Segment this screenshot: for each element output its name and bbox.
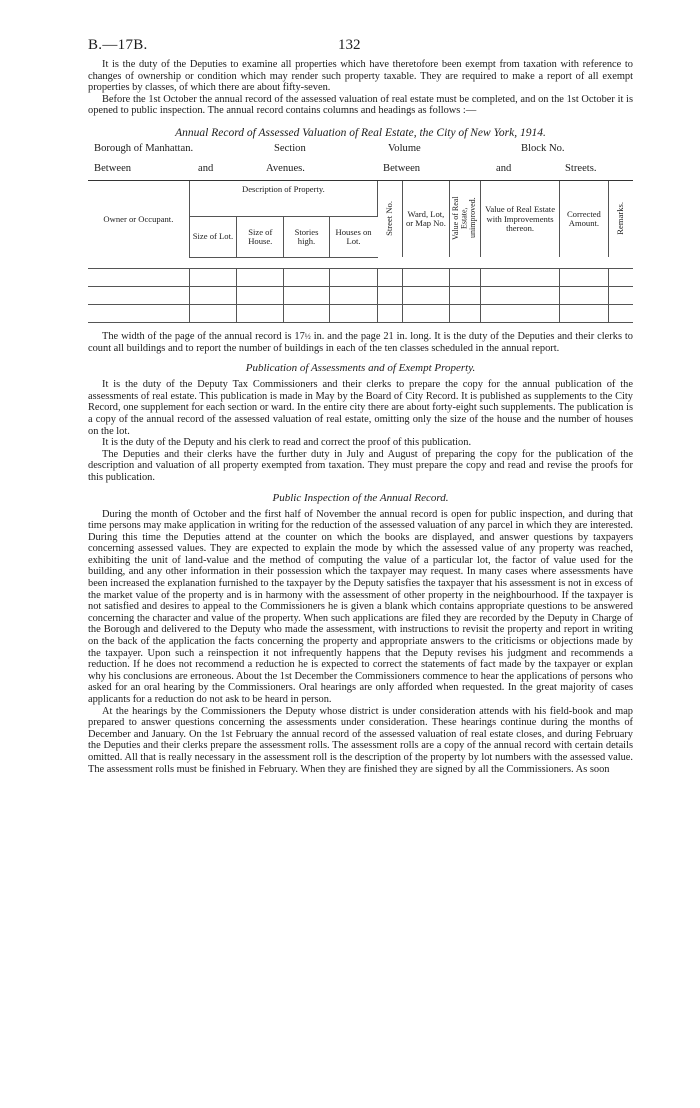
- col-ward: Ward, Lot, or Map No.: [403, 181, 449, 258]
- paragraph: It is the duty of the Deputy and his clerk to read and correct the proof of this publication.: [102, 437, 472, 449]
- block-label: Block No.: [521, 142, 565, 154]
- section-heading-inspection: Public Inspection of the Annual Record.: [272, 491, 449, 504]
- paragraph: The Deputies and their clerks have the further duty in July and August of preparing the copy for the publication of the description and valuation of all property exempted from taxation. They must prepare the copy and read and revise the proofs for this publication.: [88, 448, 633, 483]
- col-stories: Stories high.: [284, 216, 329, 257]
- paragraph: At the hearings by the Commissioners the Deputy whose district is under consideration attends with his field-book and map prepared to answer questions concerning the assessments under consideration. These hearings continue during the months of December and January. On the 1st February the annual record of the assessed valuation of real estate closes, and during February the Deputies and their clerks prepare the assessment rolls. The assessment rolls are a copy of the annual record with certain details omitted. All that is really necessary in the assessment roll is the description of the property by lot numbers with the assessed value. The assessment rolls must be finished in February. When they are finished they are signed by all the Commissioners. As soon: [88, 705, 633, 775]
- col-value-improvements: Value of Real Estate with Improvements thereon.: [481, 181, 559, 258]
- col-corrected: Corrected Amount.: [559, 181, 609, 258]
- avenues-label: Avenues.: [266, 162, 305, 174]
- record-table: [88, 181, 633, 323]
- streets-label: Streets.: [565, 162, 597, 174]
- col-description: Description of Property.: [189, 181, 377, 217]
- between-label-2: Between: [383, 162, 421, 174]
- remarks-label: Remarks.: [615, 201, 626, 235]
- col-houses: Houses on Lot.: [329, 216, 377, 257]
- record-line-between: [88, 163, 633, 177]
- borough-label: Borough of Manhattan.: [94, 142, 194, 154]
- document-page: [88, 37, 633, 775]
- and-label-2: and: [496, 162, 512, 174]
- paragraph: During the month of October and the first half of November the annual record is open for public inspection, and during that time persons may make application in writing for the reduction of the assessed valuation of any parcel in which they are interested. During this time the Deputies attend at the counter on which the books are displayed, and answer questions by taxpayers concerning assessed values. They are expected to explain the mode by which the assessed value of any property was reached, exhibiting the unit of land-value and the method of computing the value of a particular lot, the factor of value used for the building, and any other information in their possession which the taxpayer may request. In many cases where assessments have been increased the explanation furnished to the taxpayer by the Deputy satisfies the taxpayer that his assessment is not in excess of the market value of the property and is in harmony with the assessment of other property in the neighbourhood. If the taxpayer is not satisfied and desires to appeal to the Commissioners he is given a blank which contains appropriate questions to be answered concerning the character and value of the property. When such applications are filed they are recorded by the Deputy in Charge of the Borough and delivered to the Deputy who made the assessment, with instructions to revisit the property and report in writing on the back of the application the facts concerning the property and appropriate answers to the criticisms or objections made by the taxpayer. Upon such a reinspection it not infrequently happens that the Deputy revises his judgment and recommends a reduction. If he does not recommend a reduction he is expected to correct the statements of fact made by the taxpayer or explan why his conclusions are erroneous. About the 1st December the Commissioners commence to hear the applications of persons who asked for an oral hearing by the Commissioners. Oral hearings are only afforded when requested. In the great majority of cases applicants for a reduction do not ask to be heard in person.: [88, 508, 633, 705]
- table-row: [88, 268, 633, 286]
- section-label: Section: [274, 142, 306, 154]
- volume-label: Volume: [388, 142, 421, 154]
- page-number: 132: [338, 37, 361, 53]
- page-header: [88, 37, 633, 59]
- paragraph: It is the duty of the Deputies to examine all properties which have theretofore been exempt from taxation with reference to changes of ownership or condition which may render such property taxable. They are required to make a report of all exempt properties by classes, of which there are about fifty-seven.: [88, 59, 633, 94]
- paragraph: It is the duty of the Deputy Tax Commissioners and their clerks to prepare the copy for the annual publication of the assessments of real estate. This publication is made in May by the Board of City Record. It is published as supplements to the City Record, one supplement for each section or ward. In the entire city there are about forty-eight such supplements. The publication is a copy of the annual record of the assessed valuation of real estate, omitting only the size of the house and the number of houses on the lot.: [88, 379, 633, 437]
- between-label: Between: [94, 162, 132, 174]
- paragraph-page-width: The width of the page of the annual record is 17½ in. and the page 21 in. long. It is the duty of the Deputies and their clerks to count all buildings and to report the number of buildings in each of the ten classes scheduled in the annual report.: [88, 330, 633, 354]
- col-owner: Owner or Occupant.: [88, 181, 189, 258]
- section-heading-publication: Publication of Assessments and of Exempt Property.: [245, 362, 476, 375]
- value-unimproved-label: Value of Real Estate, unimproved.: [451, 196, 478, 240]
- table-row: [88, 286, 633, 304]
- col-size-lot: Size of Lot.: [189, 216, 236, 257]
- and-label: and: [198, 162, 214, 174]
- table-row: [88, 304, 633, 322]
- record-line-borough: [88, 143, 633, 157]
- col-size-house: Size of House.: [237, 216, 284, 257]
- col-street-no: [378, 181, 403, 258]
- paragraph: Before the 1st October the annual record of the assessed valuation of real estate must be completed, and on the 1st October it is opened to public inspection. The annual record contains columns and headings as follows :—: [88, 93, 633, 117]
- col-remarks: [609, 181, 633, 258]
- report-reference: B.—17B.: [88, 37, 148, 53]
- col-value-unimproved: [449, 181, 481, 258]
- street-no-label: Street No.: [384, 200, 395, 236]
- record-title: Annual Record of Assessed Valuation of Real Estate, the City of New York, 1914.: [175, 126, 546, 139]
